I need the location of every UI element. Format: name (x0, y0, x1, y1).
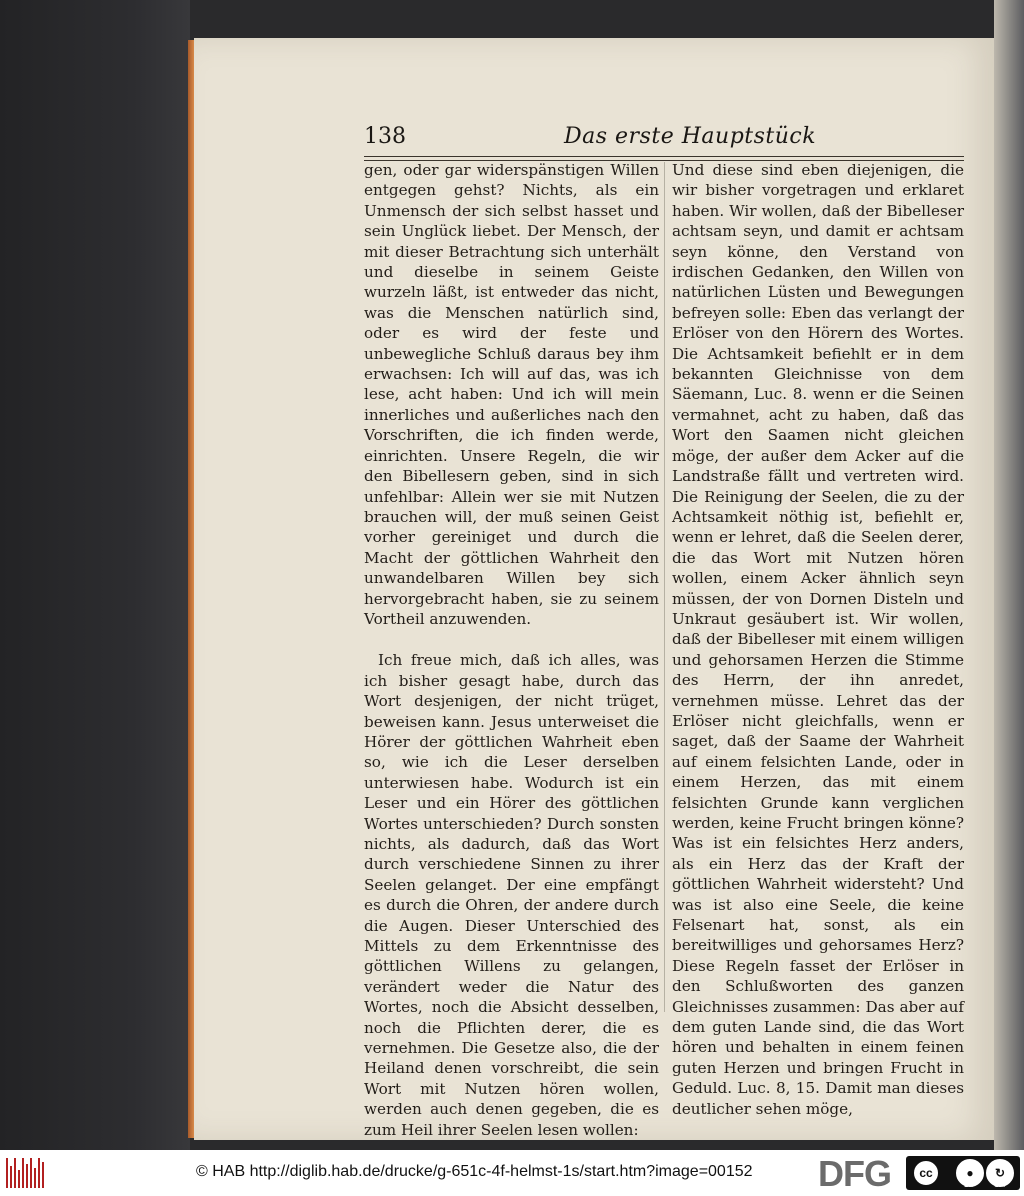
by-icon: ● (956, 1159, 984, 1187)
cc-icon: cc (912, 1159, 940, 1187)
sa-icon: ↻ (986, 1159, 1014, 1187)
viewer-footer (0, 1150, 1024, 1196)
page-header (364, 124, 964, 154)
dfg-logo: DFG (818, 1153, 891, 1194)
left-column (364, 160, 659, 1140)
paragraph: Ich freue mich, daß ich alles, was ich bisher gesagt habe, durch das Wort desjenigen, der nicht trüget, beweisen kann. Jesus unterweiset die Hörer der göttlichen Wahrheit eben so, wie ich die Leser derselben unterwiesen habe. Wodurch ist ein Leser und ein Hörer des göttlichen Wortes unterschieden? Durch sonsten nichts, als dadurch, daß das Wort durch verschiedene Sinnen zu ihrer Seelen gelanget. Der eine empfängt es durch die Ohren, der andere durch die Augen. Dieser Unterschied des Mittels zu dem Erkenntnisse des göttlichen Willens zu gelangen, verändert weder die Natur des Wortes, noch die Absicht desselben, noch die Pflichten derer, die es vernehmen. Die Gesetze also, die der Heiland denen vorschreibt, die sein Wort mit Nutzen hören wollen, werden auch denen gegeben, die es zum Heil ihrer Seelen lesen wollen: (364, 651, 659, 1139)
paragraph: gen, oder gar widerspänstigen Willen entgegen gehst? Nichts, als ein Unmensch der sich selbst hasset und sein Unglück liebet. Der Mensch, der mit dieser Betrachtung sich unterhält und dieselbe in seinem Geiste wurzeln läßt, ist entweder das nicht, was die Menschen natürlich sind, oder es wird der feste und unbewegliche Schluß daraus bey ihm erwachsen: Ich will auf das, was ich lese, acht haben: Und ich will mein innerliches und außerliches nach den Vorschriften, die ich finden werde, einrichten. Unsere Regeln, die wir den Bibellesern geben, sind in sich unfehlbar: Allein wer sie mit Nutzen brauchen will, der muß seinen Geist vorher gereiniget und durch die Macht der göttlichen Wahrheit den unwandelbaren Willen bey sich hervorgebracht haben, sie zu seinem Vortheil anzuwenden. (364, 161, 659, 628)
column-divider (664, 162, 665, 1012)
citation-link[interactable]: © HAB http://diglib.hab.de/drucke/g-651c-4f-helmst-1s/start.htm?image=00152 (196, 1163, 753, 1180)
page-number: 138 (364, 124, 406, 149)
license-label-by: BY (964, 1180, 975, 1189)
paragraph: Und diese sind eben diejenigen, die wir bisher vorgetragen und erklaret haben. Wir wollen, daß der Bibelleser achtsam seyn, und damit er achtsam seyn könne, den Verstand von irdischen Gedanken, den Willen von natürlichen Lüsten und Bewegungen befreyen solle: Eben das verlangt der Erlöser von den Hörern des Wortes. Die Achtsamkeit befiehlt er in dem bekannten Gleichnisse von dem Säemann, Luc. 8. wenn er die Seinen vermahnet, acht zu haben, daß das Wort den Saamen nicht gleichen möge, der außer dem Acker auf die Landstraße fällt und vertreten wird. Die Reinigung der Seelen, die zu der Achtsamkeit nöthig ist, befiehlt er, wenn er lehret, daß die Seelen derer, die das Wort mit Nutzen hören wollen, einem Acker ähnlich seyn müssen, der von Dornen Disteln und Unkraut gesäubert ist. Wir wollen, daß der Bibelleser mit einem willigen und gehorsamen Herzen die Stimme des Herrn, der ihn anredet, vernehmen müsse. Lehret das der Erlöser nicht gleichfalls, wenn er saget, daß der Saame der Wahrheit auf einem felsichten Lande, oder in einem Herzen, das mit einem felsichten Grunde kann verglichen werden, keine Frucht bringen könne? Was ist ein felsichtes Herz anders, als ein Herz das der Kraft der göttlichen Wahrheit widersteht? Und was ist also eine Seele, die keine Felsenart hat, sonst, als ein bereitwilliges und gehorsames Herz? Diese Regeln fasset der Erlöser in den Schlußworten des ganzen Gleichnisses zusammen: Das aber auf dem guten Lande sind, die das Wort hören und behalten in einem feinen guten Herzen und bringen Frucht in Geduld. Luc. 8, 15. Damit man dieses deutlicher sehen möge, (672, 161, 964, 1118)
barcode-icon (6, 1158, 46, 1188)
book-spine-edge (994, 0, 1024, 1150)
license-badge[interactable] (906, 1156, 1020, 1190)
running-title: Das erste Hauptstück (564, 124, 817, 149)
license-label-sa: SA (994, 1180, 1005, 1189)
scanner-background (0, 0, 190, 1150)
right-column (672, 160, 964, 1119)
